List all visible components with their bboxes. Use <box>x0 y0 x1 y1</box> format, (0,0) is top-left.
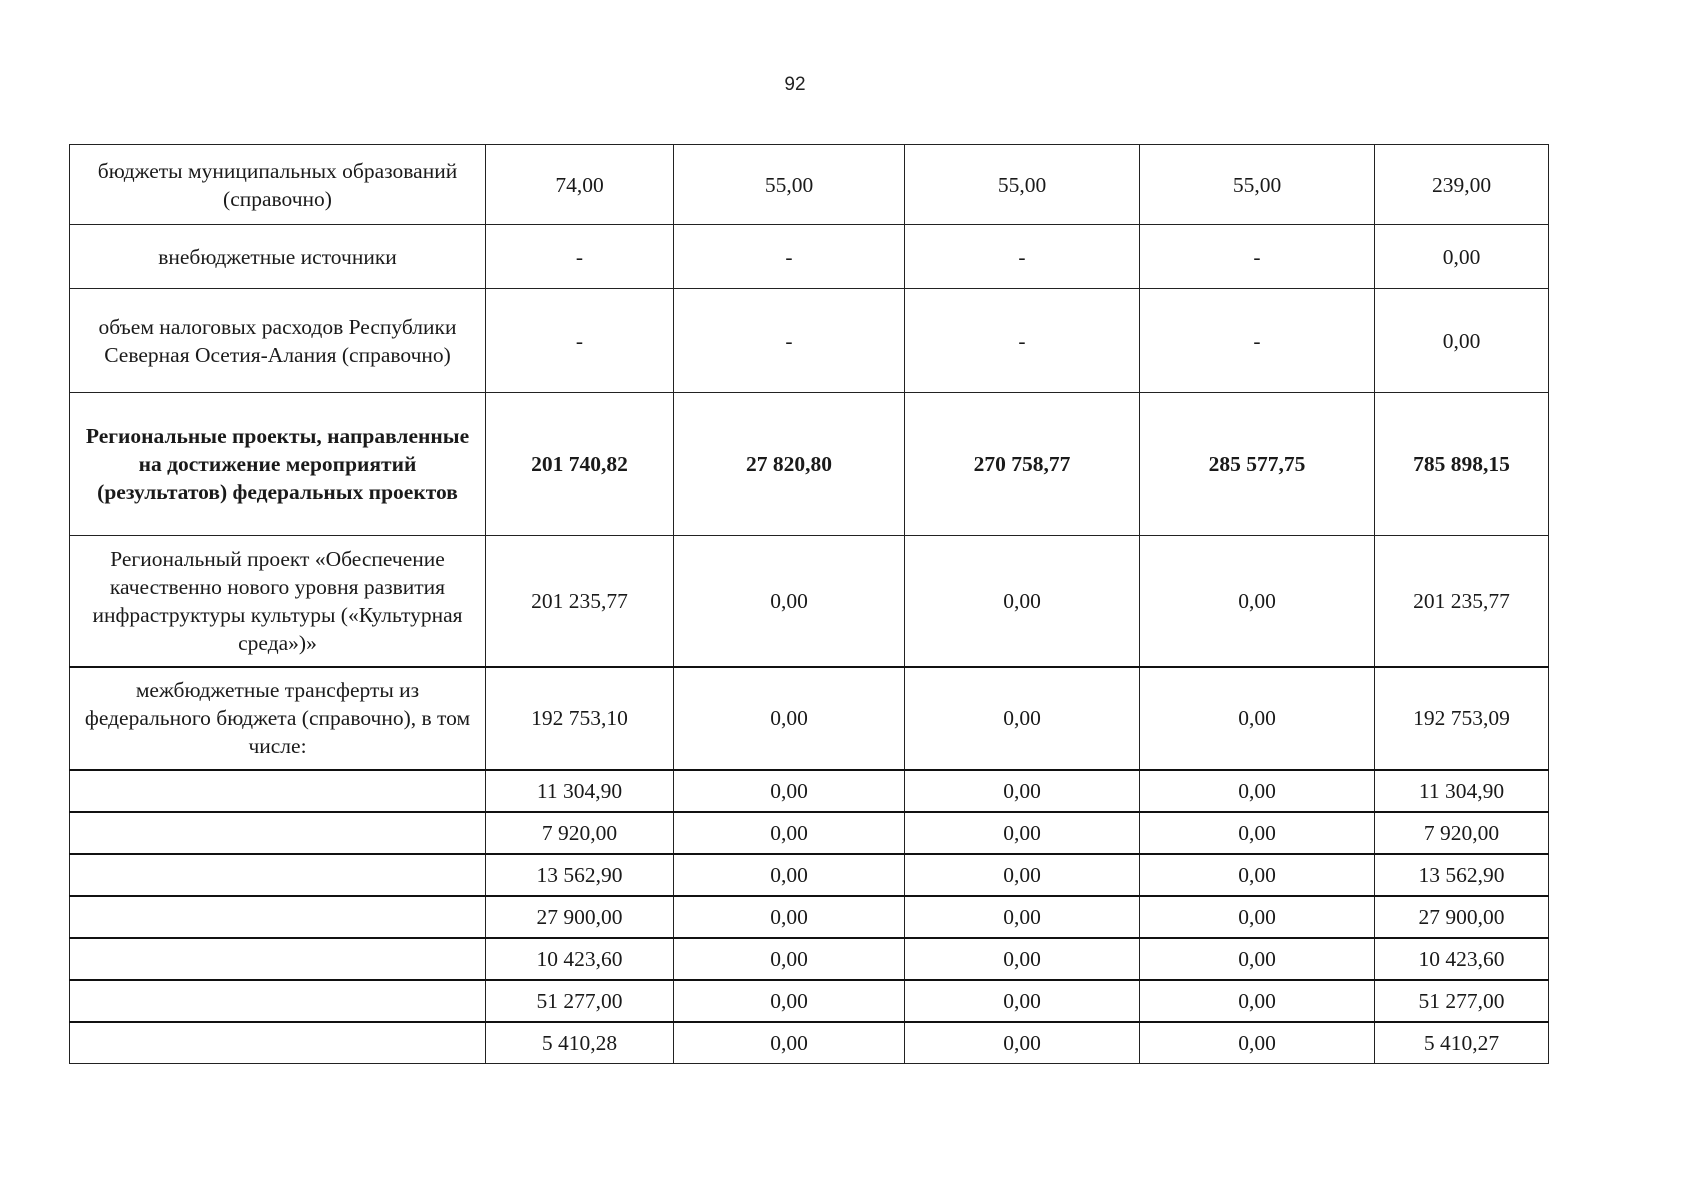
value-cell: 13 562,90 <box>486 854 674 896</box>
value-cell: 0,00 <box>674 536 905 667</box>
value-cell: 74,00 <box>486 145 674 225</box>
total-cell: 239,00 <box>1375 145 1549 225</box>
value-cell: 0,00 <box>1140 854 1375 896</box>
value-cell: 270 758,77 <box>905 393 1140 536</box>
value-cell: 0,00 <box>674 667 905 770</box>
total-cell: 7 920,00 <box>1375 812 1549 854</box>
value-cell: 192 753,10 <box>486 667 674 770</box>
value-cell: - <box>674 289 905 393</box>
value-cell: 0,00 <box>1140 812 1375 854</box>
total-cell: 201 235,77 <box>1375 536 1549 667</box>
total-cell: 192 753,09 <box>1375 667 1549 770</box>
value-cell: 55,00 <box>905 145 1140 225</box>
value-cell: 0,00 <box>1140 536 1375 667</box>
table-row <box>70 980 1549 1022</box>
value-cell: 0,00 <box>674 980 905 1022</box>
value-cell: 0,00 <box>674 896 905 938</box>
row-label: объем налоговых расходов Республики Северная Осетия-Алания (справочно) <box>70 289 486 393</box>
value-cell: 0,00 <box>1140 667 1375 770</box>
value-cell: 55,00 <box>674 145 905 225</box>
value-cell: - <box>674 225 905 289</box>
table-row <box>70 896 1549 938</box>
row-label <box>70 980 486 1022</box>
row-label: межбюджетные трансферты из федерального бюджета (справочно), в том числе: <box>70 667 486 770</box>
table-row <box>70 225 1549 289</box>
value-cell: 7 920,00 <box>486 812 674 854</box>
value-cell: - <box>905 289 1140 393</box>
value-cell: 0,00 <box>905 896 1140 938</box>
row-label <box>70 854 486 896</box>
total-cell: 0,00 <box>1375 289 1549 393</box>
total-cell: 11 304,90 <box>1375 770 1549 812</box>
value-cell: 285 577,75 <box>1140 393 1375 536</box>
value-cell: 0,00 <box>905 1022 1140 1064</box>
value-cell: - <box>486 289 674 393</box>
value-cell: 0,00 <box>905 667 1140 770</box>
total-cell: 785 898,15 <box>1375 393 1549 536</box>
value-cell: 0,00 <box>905 536 1140 667</box>
row-label <box>70 812 486 854</box>
value-cell: 0,00 <box>1140 770 1375 812</box>
table-row <box>70 770 1549 812</box>
table-row <box>70 854 1549 896</box>
row-label: внебюджетные источники <box>70 225 486 289</box>
value-cell: - <box>486 225 674 289</box>
value-cell: - <box>1140 289 1375 393</box>
value-cell: 0,00 <box>1140 896 1375 938</box>
table-row <box>70 1022 1549 1064</box>
value-cell: 0,00 <box>905 980 1140 1022</box>
value-cell: 0,00 <box>1140 1022 1375 1064</box>
page-number: 92 <box>784 74 806 95</box>
total-cell: 5 410,27 <box>1375 1022 1549 1064</box>
table-row <box>70 667 1549 770</box>
value-cell: 10 423,60 <box>486 938 674 980</box>
row-label: бюджеты муниципальных образований (справочно) <box>70 145 486 225</box>
value-cell: 0,00 <box>1140 938 1375 980</box>
value-cell: 0,00 <box>674 812 905 854</box>
value-cell: 27 820,80 <box>674 393 905 536</box>
table-row <box>70 938 1549 980</box>
total-cell: 10 423,60 <box>1375 938 1549 980</box>
value-cell: 0,00 <box>674 1022 905 1064</box>
row-label: Региональный проект «Обеспечение качественно нового уровня развития инфраструктуры культуры («Культурная среда»)» <box>70 536 486 667</box>
value-cell: 27 900,00 <box>486 896 674 938</box>
row-label: Региональные проекты, направленные на достижение мероприятий (результатов) федеральных проектов <box>70 393 486 536</box>
value-cell: 11 304,90 <box>486 770 674 812</box>
value-cell: 0,00 <box>905 770 1140 812</box>
value-cell: 0,00 <box>1140 980 1375 1022</box>
row-label <box>70 1022 486 1064</box>
table-row <box>70 289 1549 393</box>
table-row <box>70 393 1549 536</box>
row-label <box>70 896 486 938</box>
value-cell: 0,00 <box>674 854 905 896</box>
value-cell: 0,00 <box>674 938 905 980</box>
budget-table <box>69 144 1549 1064</box>
table-row <box>70 145 1549 225</box>
value-cell: 0,00 <box>905 812 1140 854</box>
table-row <box>70 536 1549 667</box>
total-cell: 27 900,00 <box>1375 896 1549 938</box>
value-cell: 55,00 <box>1140 145 1375 225</box>
value-cell: 0,00 <box>905 938 1140 980</box>
value-cell: 201 740,82 <box>486 393 674 536</box>
value-cell: - <box>905 225 1140 289</box>
row-label <box>70 938 486 980</box>
table-row <box>70 812 1549 854</box>
row-label <box>70 770 486 812</box>
total-cell: 0,00 <box>1375 225 1549 289</box>
total-cell: 51 277,00 <box>1375 980 1549 1022</box>
value-cell: - <box>1140 225 1375 289</box>
value-cell: 0,00 <box>905 854 1140 896</box>
total-cell: 13 562,90 <box>1375 854 1549 896</box>
value-cell: 5 410,28 <box>486 1022 674 1064</box>
value-cell: 201 235,77 <box>486 536 674 667</box>
value-cell: 51 277,00 <box>486 980 674 1022</box>
value-cell: 0,00 <box>674 770 905 812</box>
